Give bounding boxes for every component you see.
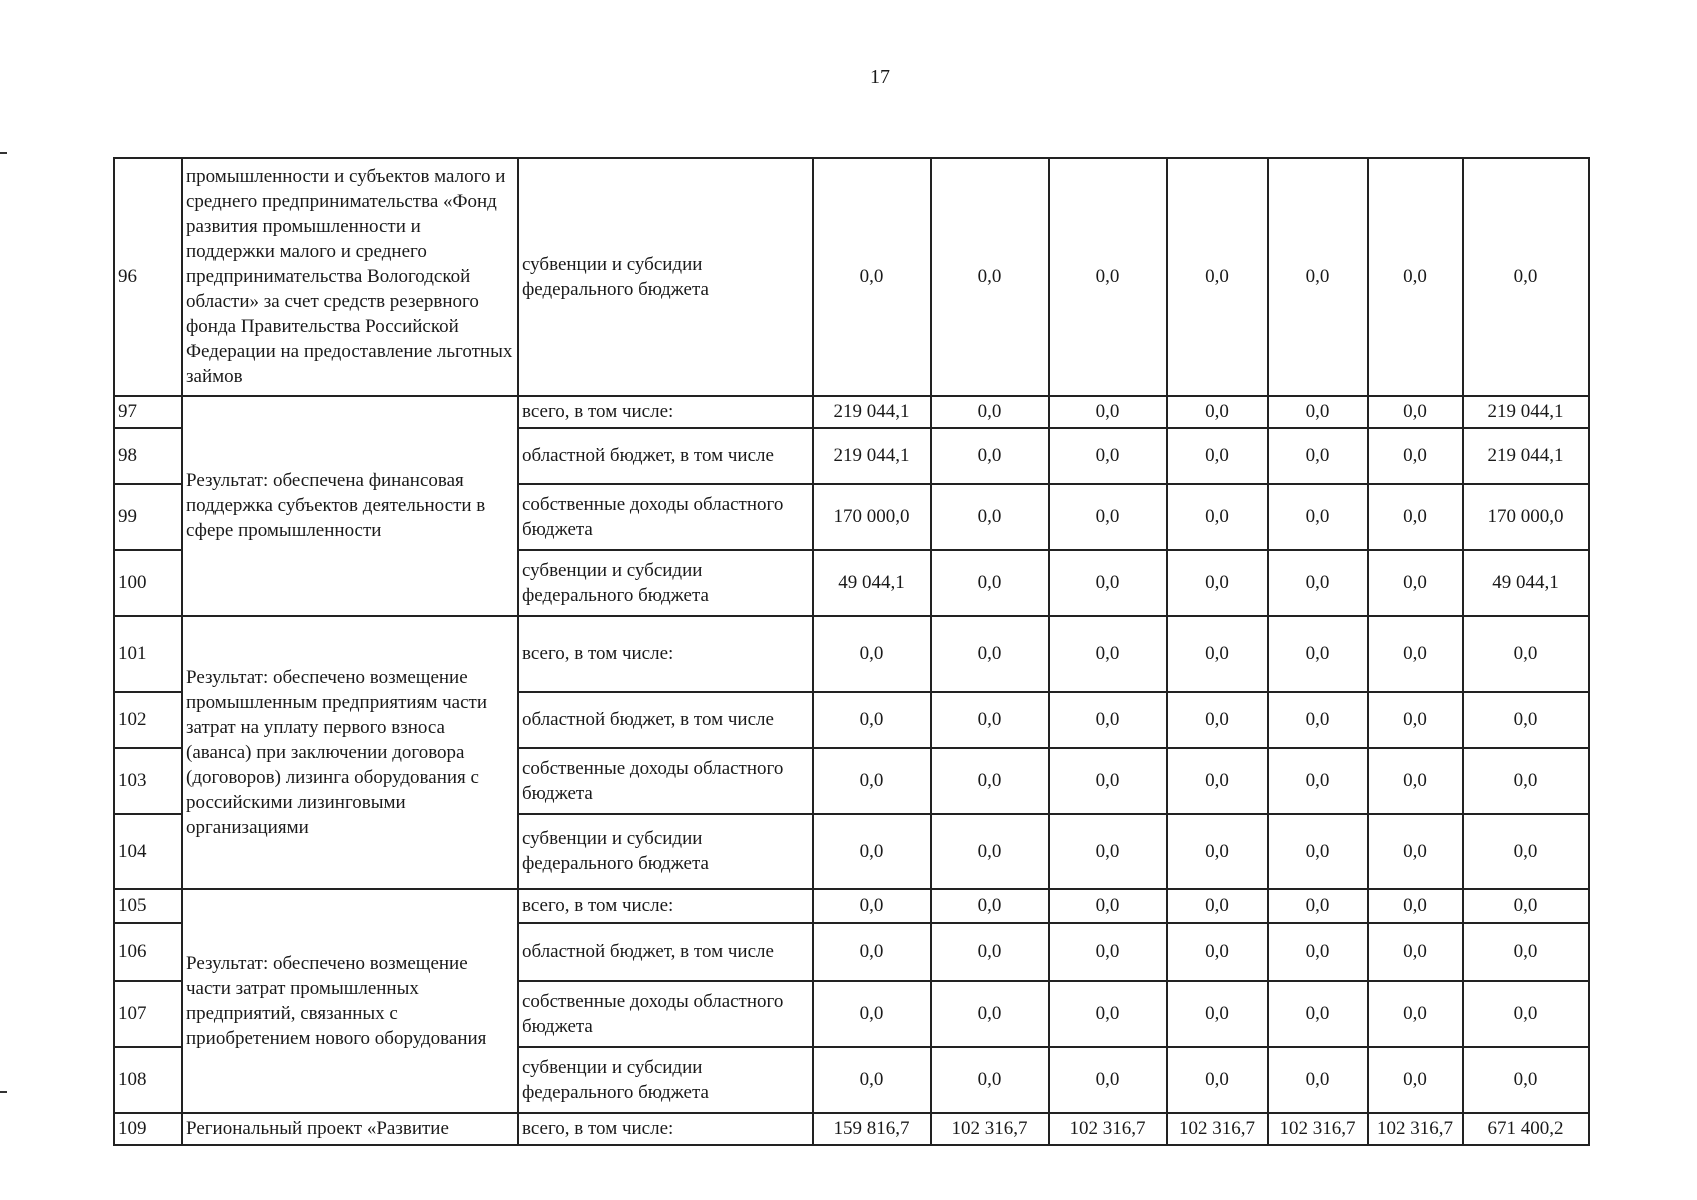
row-number: 109 <box>114 1113 182 1145</box>
funding-source: областной бюджет, в том числе <box>518 923 813 981</box>
value-cell: 0,0 <box>1049 923 1167 981</box>
value-cell: 0,0 <box>1167 158 1268 396</box>
value-cell: 0,0 <box>1167 748 1268 814</box>
value-cell: 0,0 <box>1049 692 1167 748</box>
value-cell: 170 000,0 <box>1463 484 1589 550</box>
value-cell: 0,0 <box>813 616 931 692</box>
value-cell: 0,0 <box>1268 981 1368 1047</box>
funding-source: собственные доходы областного бюджета <box>518 484 813 550</box>
value-cell: 0,0 <box>1167 550 1268 616</box>
value-cell: 0,0 <box>1368 550 1463 616</box>
margin-mark <box>0 1091 7 1093</box>
value-cell: 0,0 <box>1268 692 1368 748</box>
funding-source: субвенции и субсидии федерального бюджета <box>518 158 813 396</box>
table-row <box>114 616 1589 692</box>
value-cell: 0,0 <box>1167 692 1268 748</box>
row-number: 96 <box>114 158 182 396</box>
value-cell: 0,0 <box>813 981 931 1047</box>
funding-source: всего, в том числе: <box>518 889 813 923</box>
value-cell: 102 316,7 <box>931 1113 1049 1145</box>
value-cell: 0,0 <box>1463 748 1589 814</box>
margin-mark <box>0 152 7 154</box>
value-cell: 170 000,0 <box>813 484 931 550</box>
table-row <box>114 396 1589 428</box>
row-number: 107 <box>114 981 182 1047</box>
row-number: 103 <box>114 748 182 814</box>
value-cell: 0,0 <box>931 550 1049 616</box>
value-cell: 0,0 <box>1368 814 1463 889</box>
value-cell: 0,0 <box>1463 1047 1589 1113</box>
funding-source: всего, в том числе: <box>518 396 813 428</box>
value-cell: 0,0 <box>1167 396 1268 428</box>
row-number: 100 <box>114 550 182 616</box>
value-cell: 0,0 <box>931 1047 1049 1113</box>
value-cell: 0,0 <box>1368 889 1463 923</box>
row-name: промышленности и субъектов малого и среднего предпринимательства «Фонд развития промышленности и поддержки малого и среднего предпринимательства Вологодской области» за счет средств резервного фонда Правительства Российской Федерации на предоставление льготных займов <box>182 158 518 396</box>
value-cell: 0,0 <box>1268 550 1368 616</box>
value-cell: 0,0 <box>1049 158 1167 396</box>
funding-source: собственные доходы областного бюджета <box>518 748 813 814</box>
value-cell: 102 316,7 <box>1368 1113 1463 1145</box>
value-cell: 0,0 <box>1368 1047 1463 1113</box>
funding-source: всего, в том числе: <box>518 1113 813 1145</box>
funding-source: субвенции и субсидии федерального бюджета <box>518 1047 813 1113</box>
row-name: Результат: обеспечена финансовая поддержка субъектов деятельности в сфере промышленности <box>182 396 518 616</box>
value-cell: 49 044,1 <box>1463 550 1589 616</box>
value-cell: 219 044,1 <box>813 428 931 484</box>
value-cell: 0,0 <box>1368 484 1463 550</box>
value-cell: 0,0 <box>1049 616 1167 692</box>
funding-source: областной бюджет, в том числе <box>518 692 813 748</box>
value-cell: 0,0 <box>813 158 931 396</box>
value-cell: 0,0 <box>1268 889 1368 923</box>
table-row <box>114 889 1589 923</box>
value-cell: 0,0 <box>1167 1047 1268 1113</box>
value-cell: 102 316,7 <box>1167 1113 1268 1145</box>
value-cell: 0,0 <box>1167 889 1268 923</box>
value-cell: 0,0 <box>813 692 931 748</box>
value-cell: 102 316,7 <box>1049 1113 1167 1145</box>
value-cell: 0,0 <box>1463 158 1589 396</box>
value-cell: 0,0 <box>1463 692 1589 748</box>
value-cell: 0,0 <box>1268 748 1368 814</box>
funding-source: всего, в том числе: <box>518 616 813 692</box>
value-cell: 0,0 <box>1167 616 1268 692</box>
value-cell: 0,0 <box>1368 923 1463 981</box>
value-cell: 0,0 <box>1049 550 1167 616</box>
value-cell: 0,0 <box>1268 484 1368 550</box>
value-cell: 219 044,1 <box>1463 428 1589 484</box>
value-cell: 0,0 <box>1268 616 1368 692</box>
value-cell: 0,0 <box>1463 923 1589 981</box>
value-cell: 0,0 <box>1368 981 1463 1047</box>
row-number: 105 <box>114 889 182 923</box>
value-cell: 0,0 <box>1463 981 1589 1047</box>
value-cell: 0,0 <box>1368 616 1463 692</box>
value-cell: 0,0 <box>1049 428 1167 484</box>
value-cell: 159 816,7 <box>813 1113 931 1145</box>
funding-source: субвенции и субсидии федерального бюджета <box>518 550 813 616</box>
value-cell: 49 044,1 <box>813 550 931 616</box>
row-name: Результат: обеспечено возмещение промышленным предприятиям части затрат на уплату первого взноса (аванса) при заключении договора (договоров) лизинга оборудования с российскими лизинговыми организациями <box>182 616 518 889</box>
value-cell: 0,0 <box>1268 396 1368 428</box>
value-cell: 0,0 <box>813 1047 931 1113</box>
budget-table <box>113 157 1590 1146</box>
value-cell: 0,0 <box>931 692 1049 748</box>
value-cell: 0,0 <box>1049 484 1167 550</box>
value-cell: 0,0 <box>931 748 1049 814</box>
value-cell: 0,0 <box>1049 814 1167 889</box>
value-cell: 219 044,1 <box>1463 396 1589 428</box>
value-cell: 0,0 <box>813 923 931 981</box>
value-cell: 0,0 <box>813 748 931 814</box>
value-cell: 0,0 <box>813 814 931 889</box>
value-cell: 0,0 <box>813 889 931 923</box>
value-cell: 0,0 <box>1463 889 1589 923</box>
row-number: 99 <box>114 484 182 550</box>
value-cell: 0,0 <box>1049 748 1167 814</box>
row-number: 98 <box>114 428 182 484</box>
value-cell: 671 400,2 <box>1463 1113 1589 1145</box>
value-cell: 0,0 <box>1268 814 1368 889</box>
funding-source: субвенции и субсидии федерального бюджета <box>518 814 813 889</box>
funding-source: собственные доходы областного бюджета <box>518 981 813 1047</box>
value-cell: 0,0 <box>1463 616 1589 692</box>
value-cell: 0,0 <box>1049 396 1167 428</box>
page-number: 17 <box>870 66 890 88</box>
value-cell: 0,0 <box>1049 889 1167 923</box>
value-cell: 0,0 <box>931 616 1049 692</box>
value-cell: 0,0 <box>1268 428 1368 484</box>
value-cell: 0,0 <box>1167 484 1268 550</box>
value-cell: 0,0 <box>1268 1047 1368 1113</box>
value-cell: 0,0 <box>931 981 1049 1047</box>
row-number: 106 <box>114 923 182 981</box>
value-cell: 0,0 <box>931 158 1049 396</box>
value-cell: 0,0 <box>1368 692 1463 748</box>
value-cell: 0,0 <box>1167 923 1268 981</box>
value-cell: 0,0 <box>931 923 1049 981</box>
value-cell: 0,0 <box>1167 428 1268 484</box>
value-cell: 0,0 <box>1368 748 1463 814</box>
row-number: 97 <box>114 396 182 428</box>
value-cell: 102 316,7 <box>1268 1113 1368 1145</box>
value-cell: 0,0 <box>931 484 1049 550</box>
value-cell: 0,0 <box>1268 158 1368 396</box>
value-cell: 0,0 <box>1368 158 1463 396</box>
value-cell: 0,0 <box>1167 981 1268 1047</box>
value-cell: 0,0 <box>1268 923 1368 981</box>
value-cell: 0,0 <box>1463 814 1589 889</box>
value-cell: 0,0 <box>1368 396 1463 428</box>
value-cell: 0,0 <box>931 396 1049 428</box>
table-row <box>114 1113 1589 1145</box>
row-number: 101 <box>114 616 182 692</box>
table-row <box>114 158 1589 396</box>
row-number: 104 <box>114 814 182 889</box>
value-cell: 0,0 <box>931 889 1049 923</box>
row-name: Региональный проект «Развитие <box>182 1113 518 1145</box>
value-cell: 0,0 <box>1049 1047 1167 1113</box>
value-cell: 0,0 <box>1049 981 1167 1047</box>
value-cell: 0,0 <box>1167 814 1268 889</box>
value-cell: 0,0 <box>931 814 1049 889</box>
row-number: 102 <box>114 692 182 748</box>
row-name: Результат: обеспечено возмещение части затрат промышленных предприятий, связанных с приобретением нового оборудования <box>182 889 518 1113</box>
funding-source: областной бюджет, в том числе <box>518 428 813 484</box>
value-cell: 219 044,1 <box>813 396 931 428</box>
value-cell: 0,0 <box>1368 428 1463 484</box>
row-number: 108 <box>114 1047 182 1113</box>
value-cell: 0,0 <box>931 428 1049 484</box>
